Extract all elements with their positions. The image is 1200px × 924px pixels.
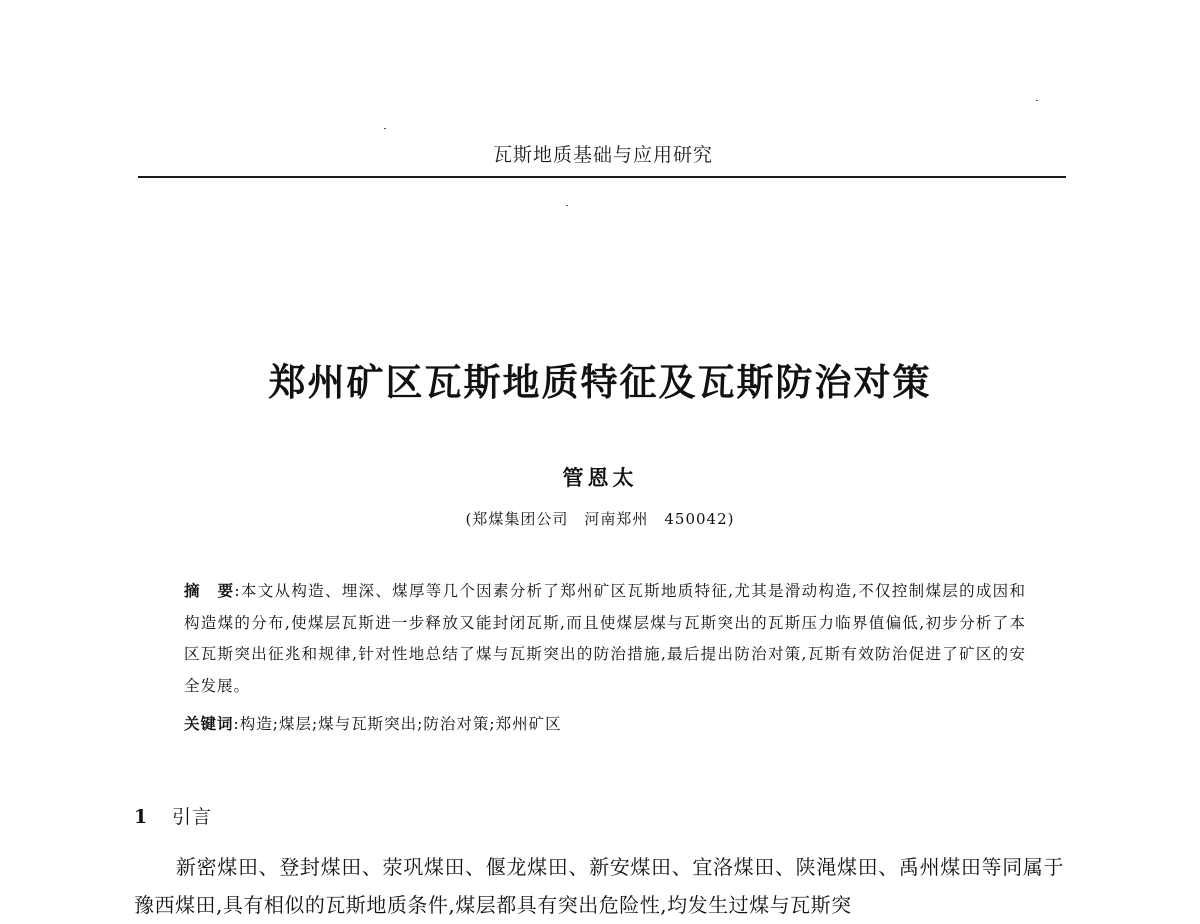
scan-speck [1036, 100, 1038, 101]
author-affiliation: (郑煤集团公司 河南郑州 450042) [465, 510, 735, 528]
abstract-label: 摘 要 [184, 582, 235, 600]
section-title: 引言 [172, 806, 213, 828]
body-paragraph: 新密煤田、登封煤田、荥巩煤田、偃龙煤田、新安煤田、宜洛煤田、陕渑煤田、禹州煤田等同属于豫西煤田,具有相似的瓦斯地质条件,煤层都具有突出危险性,均发生过煤与瓦斯突 [134, 855, 1064, 917]
keywords-text: :构造;煤层;煤与瓦斯突出;防治对策;郑州矿区 [233, 715, 562, 733]
header-rule [138, 176, 1066, 178]
abstract [184, 576, 1026, 702]
scan-speck [566, 205, 568, 206]
author-name: 管恩太 [562, 465, 638, 490]
section-heading [134, 802, 212, 829]
paper-title: 郑州矿区瓦斯地质特征及瓦斯防治对策 [268, 361, 932, 404]
section-number: 1 [134, 806, 148, 828]
abstract-text: :本文从构造、埋深、煤厚等几个因素分析了郑州矿区瓦斯地质特征,尤其是滑动构造,不仅控制煤层的成因和构造煤的分布,使煤层瓦斯进一步释放又能封闭瓦斯,而且使煤层煤与瓦斯突出的瓦斯压力临界值偏低,初步分析了本区瓦斯突出征兆和规律,针对性地总结了煤与瓦斯突出的防治措施,最后提出防治对策,瓦斯有效防治促进了矿区的安全发展。 [184, 582, 1026, 695]
scan-speck [384, 128, 386, 129]
running-header: 瓦斯地质基础与应用研究 [492, 144, 713, 166]
keywords-label: 关键词 [184, 715, 234, 733]
keywords [184, 712, 1026, 734]
